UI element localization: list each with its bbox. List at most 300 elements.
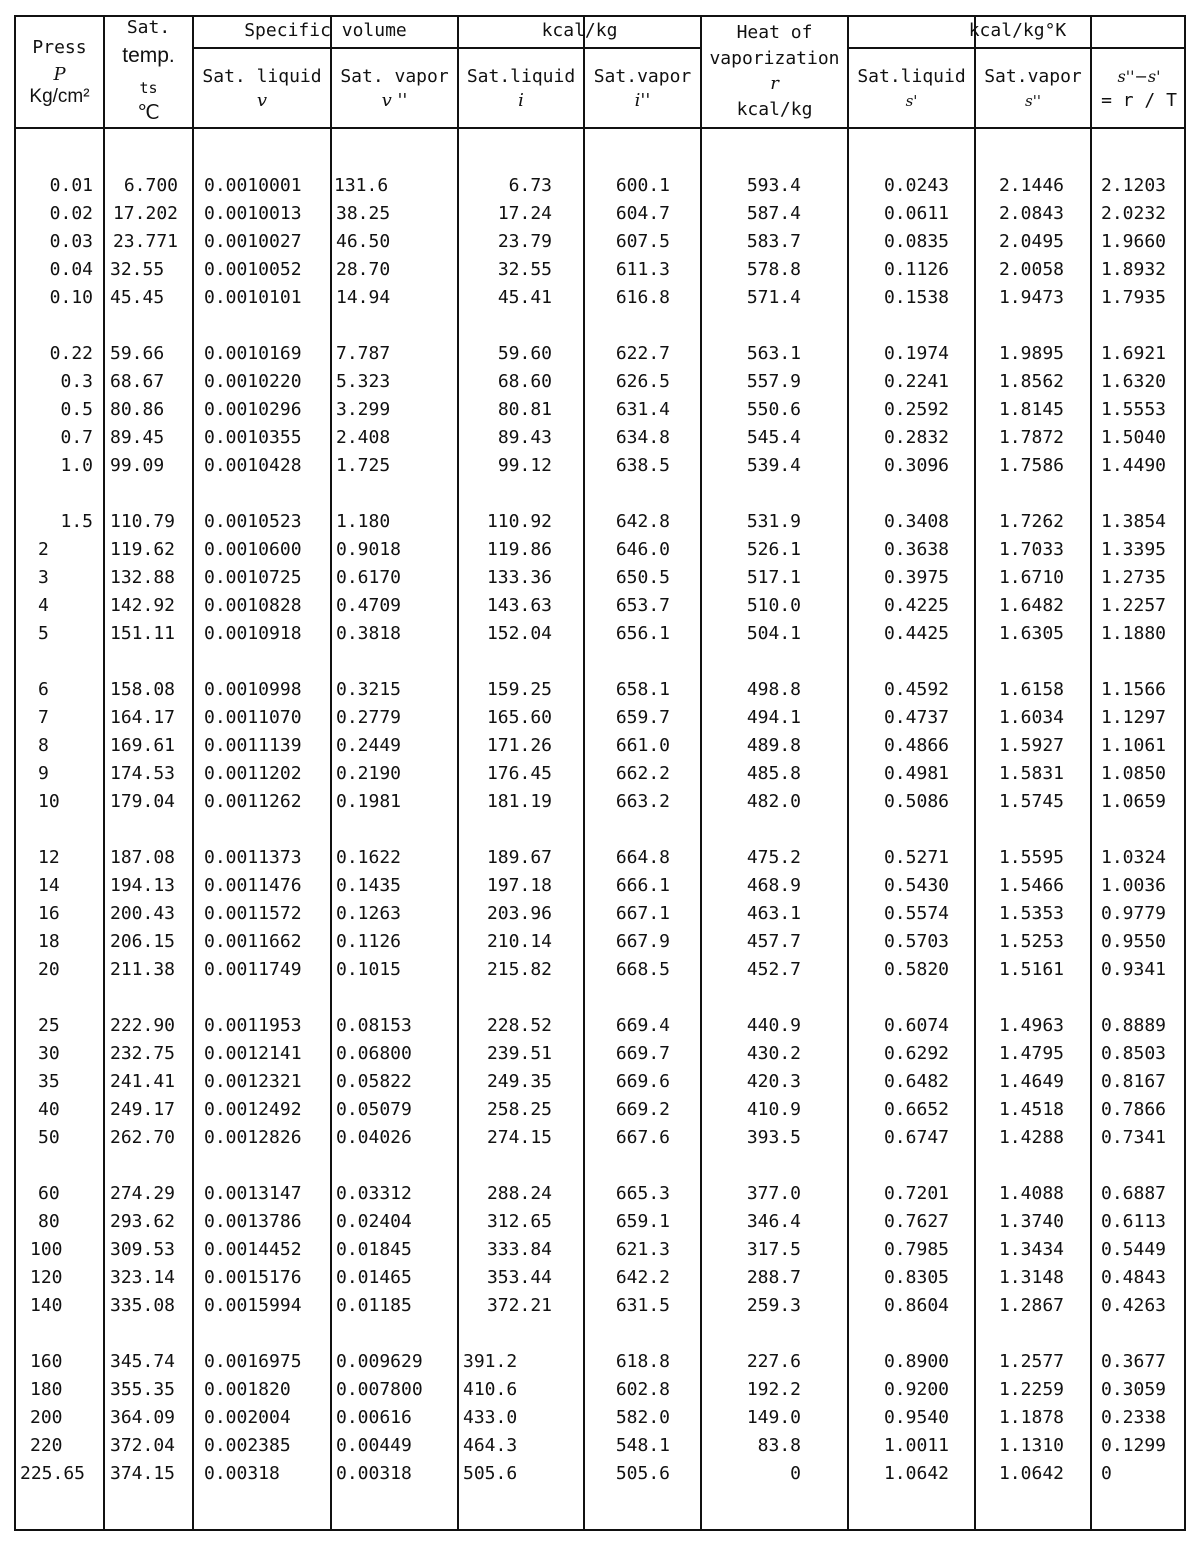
cell-sat-liquid-enthalpy: 288.24 (486, 1183, 552, 1204)
cell-sat-liquid-volume: 0.0011373 (204, 847, 302, 868)
cell-heat-of-vaporization: 510.0 (746, 595, 801, 616)
cell-pressure: 40 (38, 1099, 60, 1120)
cell-sat-vapor-volume: 0.1981 (336, 791, 402, 812)
cell-pressure: 0.04 (49, 259, 93, 280)
header-sat-vapor-s: Sat.vapor (984, 66, 1082, 87)
cell-sat-temp: 132.88 (110, 567, 176, 588)
cell-pressure: 20 (38, 959, 60, 980)
cell-sat-vapor-enthalpy: 548.1 (615, 1435, 670, 1456)
cell-sat-vapor-volume: 0.06800 (336, 1043, 412, 1064)
cell-sat-vapor-volume: 0.3818 (336, 623, 402, 644)
cell-heat-of-vaporization: 468.9 (746, 875, 801, 896)
cell-sat-vapor-enthalpy: 668.5 (615, 959, 670, 980)
cell-sat-liquid-entropy: 0.5574 (883, 903, 949, 924)
cell-sat-liquid-enthalpy: 6.73 (508, 175, 552, 196)
cell-sat-liquid-entropy: 0.3096 (883, 455, 949, 476)
cell-entropy-difference: 1.0659 (1101, 791, 1167, 812)
cell-pressure: 0.02 (49, 203, 93, 224)
cell-entropy-difference: 0.7341 (1101, 1127, 1167, 1148)
cell-sat-liquid-entropy: 0.3638 (883, 539, 949, 560)
cell-heat-of-vaporization: 410.9 (746, 1099, 801, 1120)
header-sat-liquid-s: Sat.liquid (857, 66, 966, 87)
cell-sat-liquid-entropy: 1.0642 (883, 1463, 949, 1484)
cell-sat-liquid-volume: 0.002385 (204, 1435, 291, 1456)
cell-sat-vapor-entropy: 1.4649 (998, 1071, 1064, 1092)
cell-sat-liquid-volume: 0.0012141 (204, 1043, 302, 1064)
cell-sat-liquid-enthalpy: 210.14 (486, 931, 552, 952)
cell-sat-vapor-enthalpy: 622.7 (615, 343, 670, 364)
cell-sat-liquid-enthalpy: 189.67 (486, 847, 552, 868)
cell-sat-liquid-entropy: 0.4981 (883, 763, 949, 784)
cell-sat-vapor-entropy: 1.8145 (998, 399, 1064, 420)
cell-sat-liquid-entropy: 0.7627 (883, 1211, 949, 1232)
cell-sat-liquid-entropy: 0.5086 (883, 791, 949, 812)
cell-pressure: 0.01 (49, 175, 93, 196)
cell-sat-liquid-enthalpy: 176.45 (486, 763, 552, 784)
cell-sat-temp: 179.04 (110, 791, 176, 812)
cell-sat-liquid-enthalpy: 68.60 (497, 371, 552, 392)
cell-sat-vapor-enthalpy: 663.2 (615, 791, 670, 812)
cell-pressure: 12 (38, 847, 60, 868)
cell-sat-liquid-volume: 0.0012492 (204, 1099, 302, 1120)
cell-sat-liquid-volume: 0.0011202 (204, 763, 302, 784)
cell-pressure: 100 (30, 1239, 63, 1260)
cell-heat-of-vaporization: 550.6 (746, 399, 801, 420)
cell-sat-vapor-enthalpy: 600.1 (615, 175, 670, 196)
cell-sat-liquid-volume: 0.0010052 (204, 259, 302, 280)
cell-sat-liquid-volume: 0.0010013 (204, 203, 302, 224)
cell-entropy-difference: 1.6320 (1101, 371, 1167, 392)
cell-sat-temp: 99.09 (110, 455, 165, 476)
cell-sat-liquid-entropy: 0.4737 (883, 707, 949, 728)
cell-sat-vapor-volume: 0.4709 (336, 595, 402, 616)
cell-sat-temp: 211.38 (110, 959, 176, 980)
cell-sat-vapor-volume: 0.1126 (336, 931, 402, 952)
cell-sat-liquid-volume: 0.0010523 (204, 511, 302, 532)
cell-entropy-difference: 1.9660 (1101, 231, 1167, 252)
cell-entropy-difference: 0.2338 (1101, 1407, 1167, 1428)
cell-sat-vapor-enthalpy: 631.5 (615, 1295, 670, 1316)
cell-sat-liquid-entropy: 0.6482 (883, 1071, 949, 1092)
cell-sat-liquid-entropy: 1.0011 (883, 1435, 949, 1456)
cell-sat-vapor-entropy: 1.5466 (998, 875, 1064, 896)
cell-sat-liquid-volume: 0.0013786 (204, 1211, 302, 1232)
cell-sat-liquid-enthalpy: 17.24 (497, 203, 552, 224)
cell-sat-vapor-entropy: 1.6034 (998, 707, 1064, 728)
cell-sat-vapor-volume: 38.25 (336, 203, 391, 224)
cell-entropy-difference: 0.8889 (1101, 1015, 1167, 1036)
cell-sat-vapor-volume: 0.04026 (336, 1127, 412, 1148)
cell-heat-of-vaporization: 259.3 (746, 1295, 801, 1316)
cell-sat-liquid-entropy: 0.6074 (883, 1015, 949, 1036)
table-row (0, 1264, 1200, 1292)
cell-sat-temp: 119.62 (110, 539, 176, 560)
cell-pressure: 80 (38, 1211, 60, 1232)
cell-sat-liquid-enthalpy: 197.18 (486, 875, 552, 896)
cell-sat-vapor-entropy: 1.3148 (998, 1267, 1064, 1288)
cell-pressure: 0.03 (49, 231, 93, 252)
cell-pressure: 160 (30, 1351, 63, 1372)
cell-pressure: 140 (30, 1295, 63, 1316)
cell-sat-temp: 80.86 (110, 399, 165, 420)
cell-sat-liquid-volume: 0.0010998 (204, 679, 302, 700)
cell-sat-temp: 45.45 (110, 287, 165, 308)
cell-sat-vapor-entropy: 1.5745 (998, 791, 1064, 812)
cell-sat-liquid-entropy: 0.4592 (883, 679, 949, 700)
cell-sat-vapor-volume: 0.01465 (336, 1267, 412, 1288)
cell-sat-temp: 174.53 (110, 763, 176, 784)
cell-sat-liquid-enthalpy: 80.81 (497, 399, 552, 420)
cell-entropy-difference: 1.1566 (1101, 679, 1167, 700)
cell-pressure: 7 (38, 707, 49, 728)
header-ts: ts (139, 79, 158, 97)
cell-heat-of-vaporization: 377.0 (746, 1183, 801, 1204)
cell-sat-liquid-volume: 0.0012321 (204, 1071, 302, 1092)
table-row (0, 564, 1200, 592)
cell-sat-vapor-enthalpy: 634.8 (615, 427, 670, 448)
cell-sat-liquid-entropy: 0.8305 (883, 1267, 949, 1288)
cell-sat-vapor-entropy: 1.4088 (998, 1183, 1064, 1204)
table-row (0, 620, 1200, 648)
cell-sat-vapor-enthalpy: 665.3 (615, 1183, 670, 1204)
cell-sat-vapor-volume: 0.007800 (336, 1379, 423, 1400)
cell-heat-of-vaporization: 587.4 (746, 203, 801, 224)
cell-sat-liquid-volume: 0.0010828 (204, 595, 302, 616)
cell-pressure: 14 (38, 875, 60, 896)
cell-pressure: 18 (38, 931, 60, 952)
cell-heat-of-vaporization: 83.8 (757, 1435, 801, 1456)
cell-sat-vapor-enthalpy: 604.7 (615, 203, 670, 224)
cell-sat-liquid-enthalpy: 133.36 (486, 567, 552, 588)
cell-entropy-difference: 1.3395 (1101, 539, 1167, 560)
cell-pressure: 4 (38, 595, 49, 616)
cell-sat-temp: 372.04 (110, 1435, 176, 1456)
table-row (0, 1404, 1200, 1432)
cell-sat-vapor-volume: 1.725 (336, 455, 391, 476)
cell-sat-vapor-volume: 0.009629 (336, 1351, 423, 1372)
cell-heat-of-vaporization: 420.3 (746, 1071, 801, 1092)
cell-sat-liquid-entropy: 0.1126 (883, 259, 949, 280)
cell-heat-of-vaporization: 571.4 (746, 287, 801, 308)
cell-sat-vapor-enthalpy: 653.7 (615, 595, 670, 616)
cell-sat-vapor-entropy: 1.4288 (998, 1127, 1064, 1148)
cell-sat-vapor-enthalpy: 659.1 (615, 1211, 670, 1232)
cell-entropy-difference: 0.9779 (1101, 903, 1167, 924)
cell-entropy-difference: 0.9341 (1101, 959, 1167, 980)
cell-sat-liquid-enthalpy: 391.2 (463, 1351, 518, 1372)
header-heat-of: Heat of (736, 22, 813, 43)
cell-sat-vapor-volume: 0.9018 (336, 539, 402, 560)
table-row (0, 1376, 1200, 1404)
table-row (0, 396, 1200, 424)
cell-pressure: 220 (30, 1435, 63, 1456)
cell-sat-liquid-entropy: 0.0243 (883, 175, 949, 196)
cell-sat-liquid-entropy: 0.7985 (883, 1239, 949, 1260)
cell-sat-vapor-entropy: 1.5353 (998, 903, 1064, 924)
cell-sat-liquid-enthalpy: 110.92 (486, 511, 552, 532)
cell-sat-liquid-volume: 0.0011572 (204, 903, 302, 924)
header-sat-vapor-v: Sat. vapor (340, 66, 449, 87)
cell-sat-liquid-enthalpy: 59.60 (497, 343, 552, 364)
cell-sat-liquid-volume: 0.0011953 (204, 1015, 302, 1036)
cell-sat-liquid-entropy: 0.8604 (883, 1295, 949, 1316)
cell-sat-liquid-entropy: 0.6652 (883, 1099, 949, 1120)
header-i-dprime: i'' (634, 90, 651, 111)
table-row (0, 172, 1200, 200)
cell-sat-liquid-entropy: 0.2592 (883, 399, 949, 420)
cell-sat-vapor-entropy: 1.9473 (998, 287, 1064, 308)
cell-sat-liquid-enthalpy: 89.43 (497, 427, 552, 448)
cell-sat-vapor-enthalpy: 667.6 (615, 1127, 670, 1148)
cell-sat-liquid-enthalpy: 143.63 (486, 595, 552, 616)
header-vaporization: vaporization (709, 48, 840, 69)
cell-sat-vapor-entropy: 1.5161 (998, 959, 1064, 980)
cell-sat-vapor-entropy: 1.1310 (998, 1435, 1064, 1456)
cell-sat-vapor-enthalpy: 602.8 (615, 1379, 670, 1400)
cell-sat-liquid-enthalpy: 99.12 (497, 455, 552, 476)
cell-sat-liquid-enthalpy: 239.51 (486, 1043, 552, 1064)
cell-heat-of-vaporization: 0 (790, 1463, 801, 1484)
cell-sat-liquid-entropy: 0.5271 (883, 847, 949, 868)
cell-heat-of-vaporization: 475.2 (746, 847, 801, 868)
cell-sat-temp: 59.66 (110, 343, 165, 364)
header-press-unit: Kg/cm² (29, 86, 90, 107)
cell-heat-of-vaporization: 485.8 (746, 763, 801, 784)
cell-sat-liquid-volume: 0.0010169 (204, 343, 302, 364)
cell-sat-vapor-entropy: 1.9895 (998, 343, 1064, 364)
cell-entropy-difference: 0.6887 (1101, 1183, 1167, 1204)
table-row (0, 424, 1200, 452)
cell-sat-vapor-entropy: 1.7033 (998, 539, 1064, 560)
cell-sat-vapor-volume: 0.1263 (336, 903, 402, 924)
cell-sat-vapor-enthalpy: 646.0 (615, 539, 670, 560)
cell-sat-temp: 17.202 (112, 203, 178, 224)
cell-sat-liquid-enthalpy: 464.3 (463, 1435, 518, 1456)
cell-sat-vapor-volume: 0.00449 (336, 1435, 412, 1456)
table-row (0, 1068, 1200, 1096)
cell-entropy-difference: 0.4843 (1101, 1267, 1167, 1288)
cell-entropy-difference: 1.2735 (1101, 567, 1167, 588)
cell-sat-vapor-entropy: 2.1446 (998, 175, 1064, 196)
cell-sat-liquid-enthalpy: 372.21 (486, 1295, 552, 1316)
cell-sat-vapor-entropy: 1.3434 (998, 1239, 1064, 1260)
cell-sat-liquid-entropy: 0.5820 (883, 959, 949, 980)
cell-sat-liquid-entropy: 0.8900 (883, 1351, 949, 1372)
header-sat: Sat. (126, 17, 171, 38)
cell-pressure: 0.7 (60, 427, 93, 448)
cell-sat-vapor-volume: 0.05079 (336, 1099, 412, 1120)
cell-pressure: 0.5 (60, 399, 93, 420)
header-press-symbol: P (53, 64, 66, 85)
cell-heat-of-vaporization: 149.0 (746, 1407, 801, 1428)
cell-sat-temp: 194.13 (110, 875, 176, 896)
table-row (0, 228, 1200, 256)
cell-pressure: 225.65 (20, 1463, 86, 1484)
header-kcal-kgk: kcal/kg°K (968, 20, 1067, 41)
cell-sat-vapor-volume: 131.6 (334, 175, 389, 196)
cell-heat-of-vaporization: 593.4 (746, 175, 801, 196)
cell-sat-vapor-volume: 0.01185 (336, 1295, 412, 1316)
cell-heat-of-vaporization: 526.1 (746, 539, 801, 560)
cell-sat-temp: 158.08 (110, 679, 176, 700)
table-row (0, 1208, 1200, 1236)
cell-sat-liquid-entropy: 0.2241 (883, 371, 949, 392)
header-s-prime: s' (905, 92, 918, 110)
table-row (0, 1292, 1200, 1320)
cell-entropy-difference: 1.2257 (1101, 595, 1167, 616)
cell-sat-vapor-volume: 0.1622 (336, 847, 402, 868)
cell-sat-vapor-enthalpy: 631.4 (615, 399, 670, 420)
table-row (0, 508, 1200, 536)
cell-pressure: 120 (30, 1267, 63, 1288)
cell-pressure: 50 (38, 1127, 60, 1148)
table-row (0, 256, 1200, 284)
cell-sat-temp: 110.79 (110, 511, 176, 532)
cell-pressure: 60 (38, 1183, 60, 1204)
header-sat-vapor-i: Sat.vapor (593, 66, 692, 87)
cell-sat-temp: 241.41 (110, 1071, 176, 1092)
cell-entropy-difference: 2.0232 (1101, 203, 1167, 224)
cell-sat-liquid-entropy: 0.4225 (883, 595, 949, 616)
cell-sat-temp: 32.55 (110, 259, 165, 280)
table-row (0, 1012, 1200, 1040)
cell-heat-of-vaporization: 545.4 (746, 427, 801, 448)
cell-sat-vapor-entropy: 1.4795 (998, 1043, 1064, 1064)
cell-pressure: 35 (38, 1071, 60, 1092)
table-row (0, 452, 1200, 480)
cell-sat-vapor-volume: 0.2449 (336, 735, 402, 756)
cell-sat-liquid-entropy: 0.0835 (883, 231, 949, 252)
cell-sat-temp: 169.61 (110, 735, 176, 756)
table-row (0, 536, 1200, 564)
header-s-difference: s''−s' (1117, 67, 1161, 86)
cell-sat-vapor-volume: 0.02404 (336, 1211, 412, 1232)
cell-sat-vapor-entropy: 2.0058 (998, 259, 1064, 280)
header-temp: temp. (122, 44, 175, 67)
cell-sat-vapor-volume: 0.2190 (336, 763, 402, 784)
cell-sat-temp: 232.75 (110, 1043, 176, 1064)
cell-sat-vapor-entropy: 1.8562 (998, 371, 1064, 392)
cell-entropy-difference: 0.7866 (1101, 1099, 1167, 1120)
cell-entropy-difference: 0.4263 (1101, 1295, 1167, 1316)
cell-sat-liquid-enthalpy: 181.19 (486, 791, 552, 812)
cell-sat-vapor-entropy: 1.6482 (998, 595, 1064, 616)
cell-sat-liquid-enthalpy: 23.79 (497, 231, 552, 252)
cell-sat-liquid-enthalpy: 215.82 (486, 959, 552, 980)
cell-sat-temp: 345.74 (110, 1351, 176, 1372)
table-row (0, 1124, 1200, 1152)
cell-sat-temp: 142.92 (110, 595, 176, 616)
cell-sat-vapor-enthalpy: 659.7 (615, 707, 670, 728)
cell-sat-vapor-volume: 46.50 (336, 231, 391, 252)
cell-sat-vapor-entropy: 2.0495 (998, 231, 1064, 252)
cell-sat-liquid-entropy: 0.7201 (883, 1183, 949, 1204)
table-row (0, 844, 1200, 872)
cell-sat-temp: 151.11 (110, 623, 176, 644)
cell-sat-liquid-entropy: 0.4866 (883, 735, 949, 756)
table-row (0, 200, 1200, 228)
table-row (0, 1096, 1200, 1124)
cell-pressure: 180 (30, 1379, 63, 1400)
cell-sat-liquid-volume: 0.0010101 (204, 287, 302, 308)
cell-entropy-difference: 0.9550 (1101, 931, 1167, 952)
cell-entropy-difference: 1.6921 (1101, 343, 1167, 364)
table-row (0, 928, 1200, 956)
cell-entropy-difference: 1.8932 (1101, 259, 1167, 280)
cell-pressure: 1.0 (60, 455, 93, 476)
table-row (0, 788, 1200, 816)
cell-sat-liquid-enthalpy: 203.96 (486, 903, 552, 924)
table-row (0, 592, 1200, 620)
cell-entropy-difference: 1.0036 (1101, 875, 1167, 896)
cell-sat-vapor-volume: 0.00616 (336, 1407, 412, 1428)
cell-sat-liquid-volume: 0.001820 (204, 1379, 291, 1400)
cell-sat-liquid-volume: 0.0010027 (204, 231, 302, 252)
table-row (0, 872, 1200, 900)
cell-sat-temp: 249.17 (110, 1099, 176, 1120)
cell-sat-temp: 335.08 (110, 1295, 176, 1316)
table-row (0, 956, 1200, 984)
cell-sat-liquid-enthalpy: 171.26 (486, 735, 552, 756)
cell-sat-liquid-enthalpy: 312.65 (486, 1211, 552, 1232)
cell-sat-liquid-volume: 0.0010296 (204, 399, 302, 420)
cell-sat-vapor-enthalpy: 656.1 (615, 623, 670, 644)
cell-sat-vapor-volume: 7.787 (336, 343, 391, 364)
cell-heat-of-vaporization: 557.9 (746, 371, 801, 392)
cell-sat-vapor-entropy: 1.5927 (998, 735, 1064, 756)
cell-sat-temp: 222.90 (110, 1015, 176, 1036)
cell-sat-vapor-enthalpy: 621.3 (615, 1239, 670, 1260)
cell-sat-temp: 164.17 (110, 707, 176, 728)
cell-pressure: 3 (38, 567, 49, 588)
cell-heat-of-vaporization: 504.1 (746, 623, 801, 644)
header-v-dprime: v '' (381, 90, 408, 111)
cell-pressure: 8 (38, 735, 49, 756)
cell-sat-vapor-volume: 0.2779 (336, 707, 402, 728)
cell-sat-vapor-entropy: 1.4963 (998, 1015, 1064, 1036)
cell-sat-temp: 309.53 (110, 1239, 176, 1260)
cell-heat-of-vaporization: 531.9 (746, 511, 801, 532)
cell-sat-temp: 293.62 (110, 1211, 176, 1232)
cell-entropy-difference: 0.3059 (1101, 1379, 1167, 1400)
cell-sat-vapor-entropy: 1.7262 (998, 511, 1064, 532)
cell-sat-liquid-enthalpy: 505.6 (463, 1463, 518, 1484)
cell-entropy-difference: 1.1297 (1101, 707, 1167, 728)
cell-pressure: 0.22 (49, 343, 93, 364)
cell-pressure: 9 (38, 763, 49, 784)
cell-entropy-difference: 1.0324 (1101, 847, 1167, 868)
cell-heat-of-vaporization: 517.1 (746, 567, 801, 588)
cell-sat-vapor-volume: 5.323 (336, 371, 391, 392)
cell-sat-vapor-entropy: 1.6158 (998, 679, 1064, 700)
cell-heat-of-vaporization: 192.2 (746, 1379, 801, 1400)
header-v-prime: v (256, 90, 268, 111)
cell-sat-liquid-enthalpy: 45.41 (497, 287, 552, 308)
cell-sat-vapor-enthalpy: 618.8 (615, 1351, 670, 1372)
cell-heat-of-vaporization: 494.1 (746, 707, 801, 728)
cell-sat-liquid-enthalpy: 228.52 (486, 1015, 552, 1036)
cell-pressure: 25 (38, 1015, 60, 1036)
cell-heat-of-vaporization: 346.4 (746, 1211, 801, 1232)
cell-sat-liquid-enthalpy: 410.6 (463, 1379, 518, 1400)
cell-entropy-difference: 1.5040 (1101, 427, 1167, 448)
cell-sat-liquid-volume: 0.0015994 (204, 1295, 302, 1316)
cell-sat-vapor-enthalpy: 669.7 (615, 1043, 670, 1064)
table-row (0, 760, 1200, 788)
cell-sat-liquid-volume: 0.0010220 (204, 371, 302, 392)
cell-sat-vapor-volume: 2.408 (336, 427, 391, 448)
cell-sat-liquid-enthalpy: 249.35 (486, 1071, 552, 1092)
